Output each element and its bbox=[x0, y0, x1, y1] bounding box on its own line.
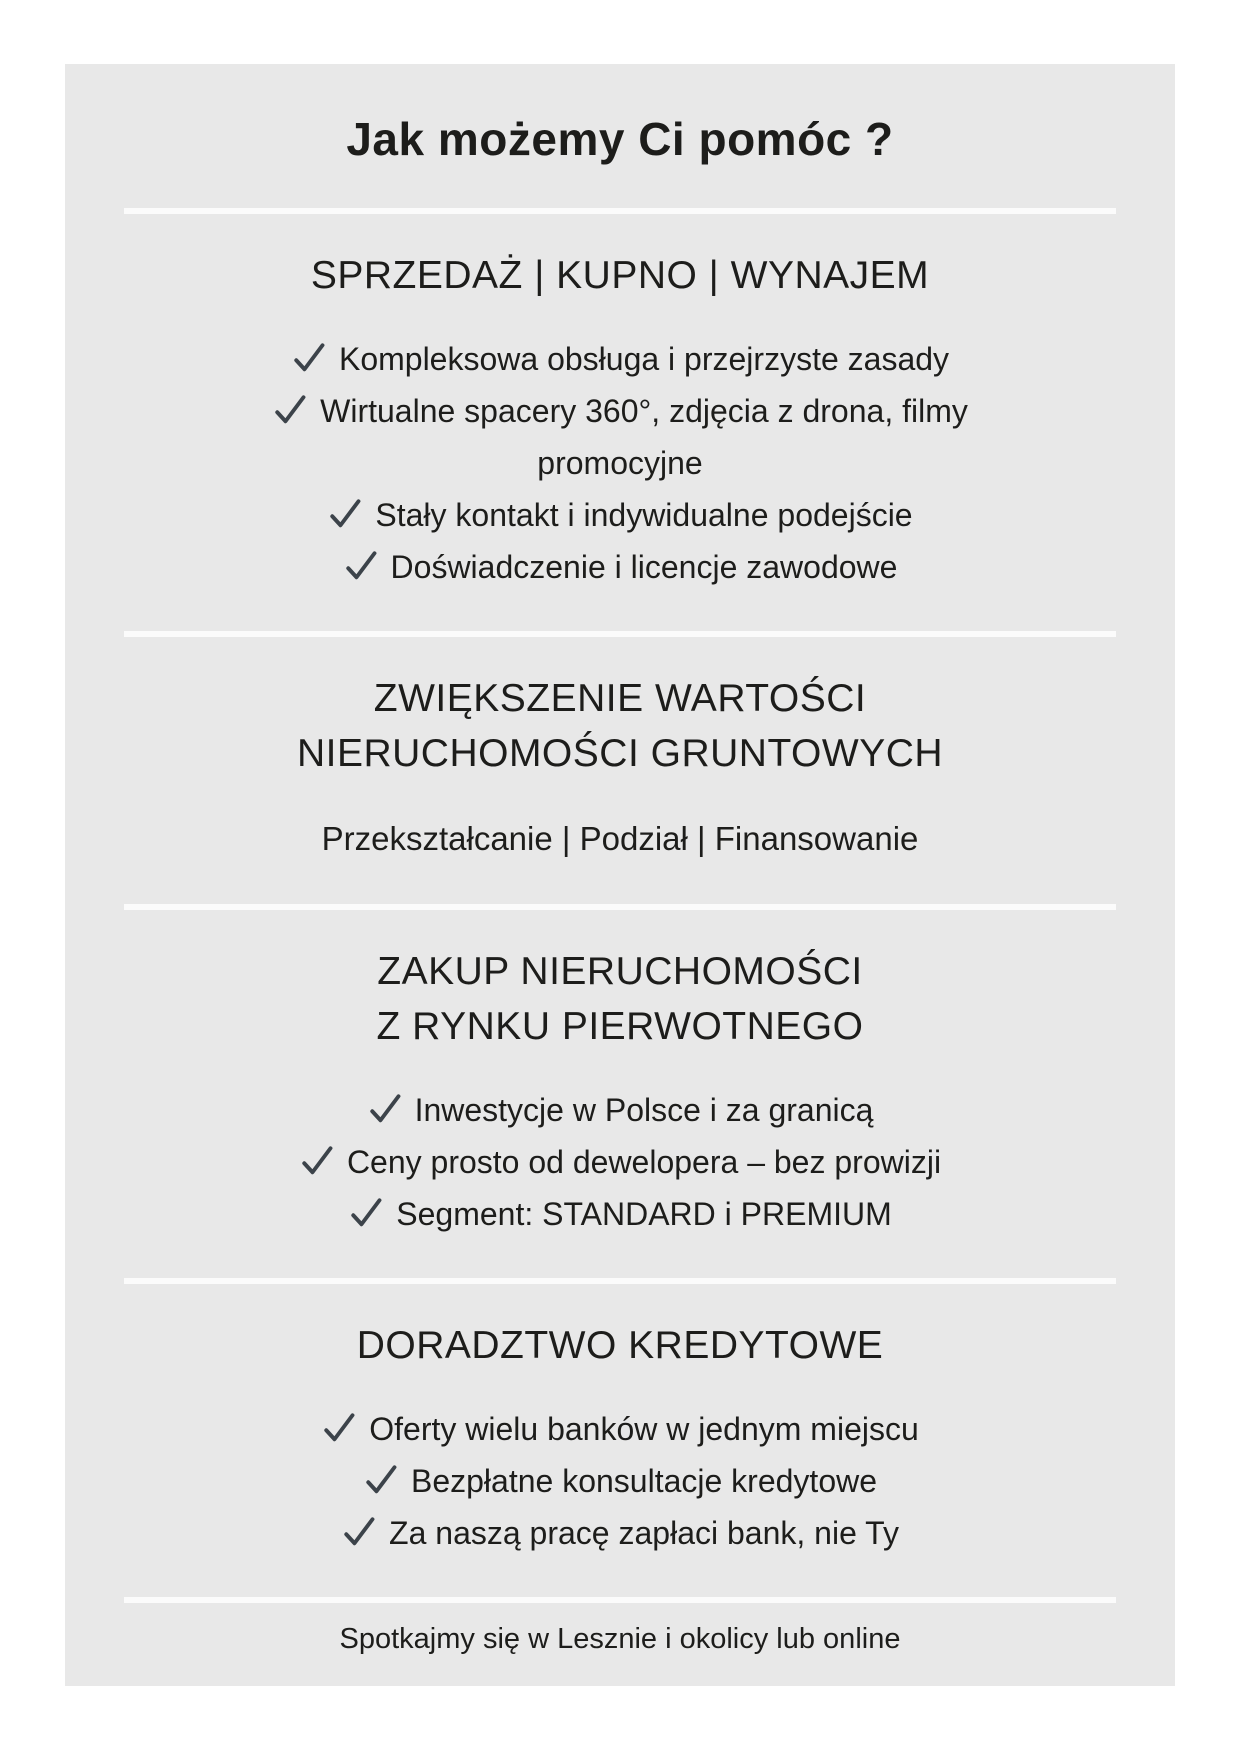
section-heading-line: DORADZTWO KREDYTOWE bbox=[356, 1323, 884, 1367]
list-item bbox=[195, 541, 1045, 593]
list-item-label: Doświadczenie i licencje zawodowe bbox=[390, 548, 898, 585]
list-item-label: Oferty wielu banków w jednym miejscu bbox=[369, 1410, 919, 1447]
section-heading-line: NIERUCHOMOŚCI GRUNTOWYCH bbox=[296, 731, 944, 775]
section-divider bbox=[124, 904, 1116, 910]
section-doradztwo-kredytowe bbox=[65, 1318, 1175, 1559]
list-item bbox=[195, 385, 1045, 489]
section-heading bbox=[65, 944, 1175, 1054]
check-icon bbox=[327, 495, 363, 531]
list-item-label: Za naszą pracę zapłaci bank, nie Ty bbox=[389, 1514, 899, 1551]
check-icon bbox=[348, 1194, 384, 1230]
check-icon bbox=[363, 1461, 399, 1497]
section-heading bbox=[65, 671, 1175, 781]
checklist bbox=[195, 1403, 1045, 1559]
check-icon bbox=[367, 1090, 403, 1126]
section-divider bbox=[124, 1597, 1116, 1603]
section-divider bbox=[124, 1278, 1116, 1284]
list-item-label: Bezpłatne konsultacje kredytowe bbox=[410, 1462, 878, 1499]
section-zakup-nieruchomosci bbox=[65, 944, 1175, 1240]
section-heading-line: Z RYNKU PIERWOTNEGO bbox=[376, 1004, 864, 1048]
page-title: Jak możemy Ci pomóc ? bbox=[346, 113, 894, 165]
section-zwiekszenie-wartosci bbox=[65, 671, 1175, 866]
checklist bbox=[195, 333, 1045, 593]
checklist bbox=[195, 1084, 1045, 1240]
section-sprzedaz bbox=[65, 248, 1175, 593]
check-icon bbox=[343, 547, 379, 583]
list-item bbox=[195, 1455, 1045, 1507]
list-item-label: Kompleksowa obsługa i przejrzyste zasady bbox=[338, 340, 950, 377]
section-divider bbox=[124, 208, 1116, 214]
list-item bbox=[195, 333, 1045, 385]
section-heading-line: SPRZEDAŻ | KUPNO | WYNAJEM bbox=[310, 253, 930, 297]
list-item-label: Segment: STANDARD i PREMIUM bbox=[396, 1195, 892, 1232]
section-subheading: Przekształcanie | Podział | Finansowanie bbox=[321, 819, 919, 857]
section-heading-line: ZWIĘKSZENIE WARTOŚCI bbox=[373, 676, 867, 720]
section-heading bbox=[65, 248, 1175, 303]
list-item bbox=[195, 1084, 1045, 1136]
check-icon bbox=[321, 1409, 357, 1445]
list-item bbox=[195, 1507, 1045, 1559]
list-item-label: Ceny prosto od dewelopera – bez prowizji bbox=[346, 1143, 942, 1180]
services-card bbox=[65, 64, 1175, 1686]
list-item-label: Stały kontakt i indywidualne podejście bbox=[375, 496, 913, 533]
section-divider bbox=[124, 631, 1116, 637]
section-heading bbox=[65, 1318, 1175, 1373]
list-item-label: Wirtualne spacery 360°, zdjęcia z drona, filmy promocyjne bbox=[320, 392, 968, 481]
check-icon bbox=[341, 1513, 377, 1549]
footer-note: Spotkajmy się w Lesznie i okolicy lub online bbox=[339, 1622, 901, 1655]
check-icon bbox=[272, 391, 308, 427]
check-icon bbox=[291, 339, 327, 375]
list-item bbox=[195, 1136, 1045, 1188]
list-item bbox=[195, 1188, 1045, 1240]
list-item bbox=[195, 489, 1045, 541]
list-item-label: Inwestycje w Polsce i za granicą bbox=[414, 1091, 874, 1128]
list-item bbox=[195, 1403, 1045, 1455]
check-icon bbox=[299, 1142, 335, 1178]
section-heading-line: ZAKUP NIERUCHOMOŚCI bbox=[377, 949, 863, 993]
